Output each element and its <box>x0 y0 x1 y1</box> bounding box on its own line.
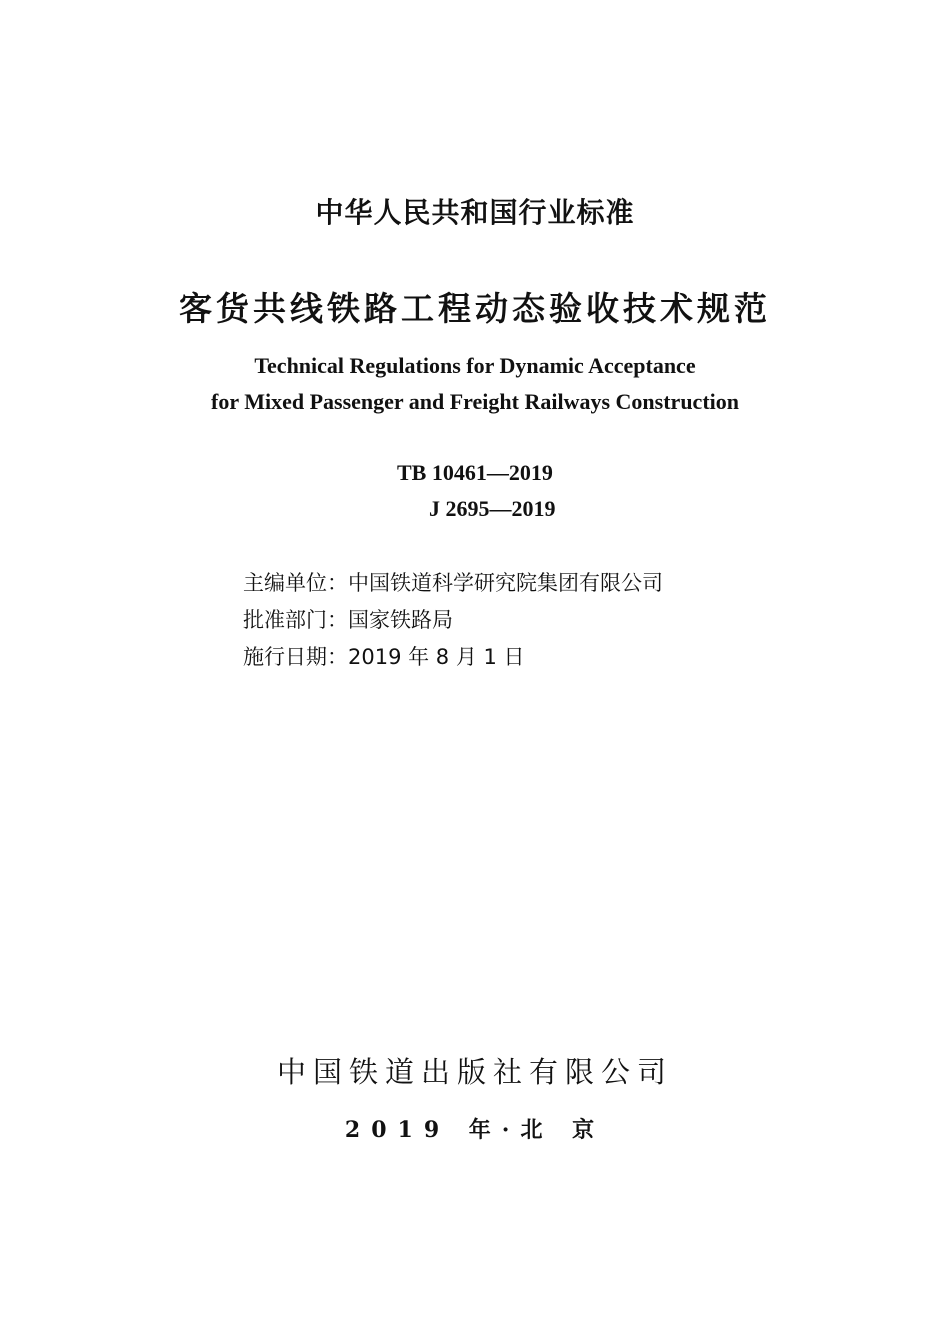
publisher-name: 中国铁道出版社有限公司 <box>276 1055 673 1089</box>
standard-category: 中华人民共和国行业标准 <box>315 196 635 229</box>
publication-place-year: 2019 年·北 京 <box>344 1117 606 1143</box>
standard-code-j: J 2695—2019 <box>429 496 556 521</box>
effective-date: 施行日期：2019 年 8 月 1 日 <box>243 645 525 669</box>
approval-department: 批准部门：国家铁路局 <box>243 608 453 632</box>
document-title-cn: 客货共线铁路工程动态验收技术规范 <box>179 289 771 328</box>
chief-editor-unit: 主编单位：中国铁道科学研究院集团有限公司 <box>243 571 663 595</box>
standard-code-tb: TB 10461—2019 <box>397 460 553 485</box>
document-title-en-line1: Technical Regulations for Dynamic Acceptance <box>254 353 696 378</box>
document-title-en-line2: for Mixed Passenger and Freight Railways Construction <box>211 389 739 414</box>
